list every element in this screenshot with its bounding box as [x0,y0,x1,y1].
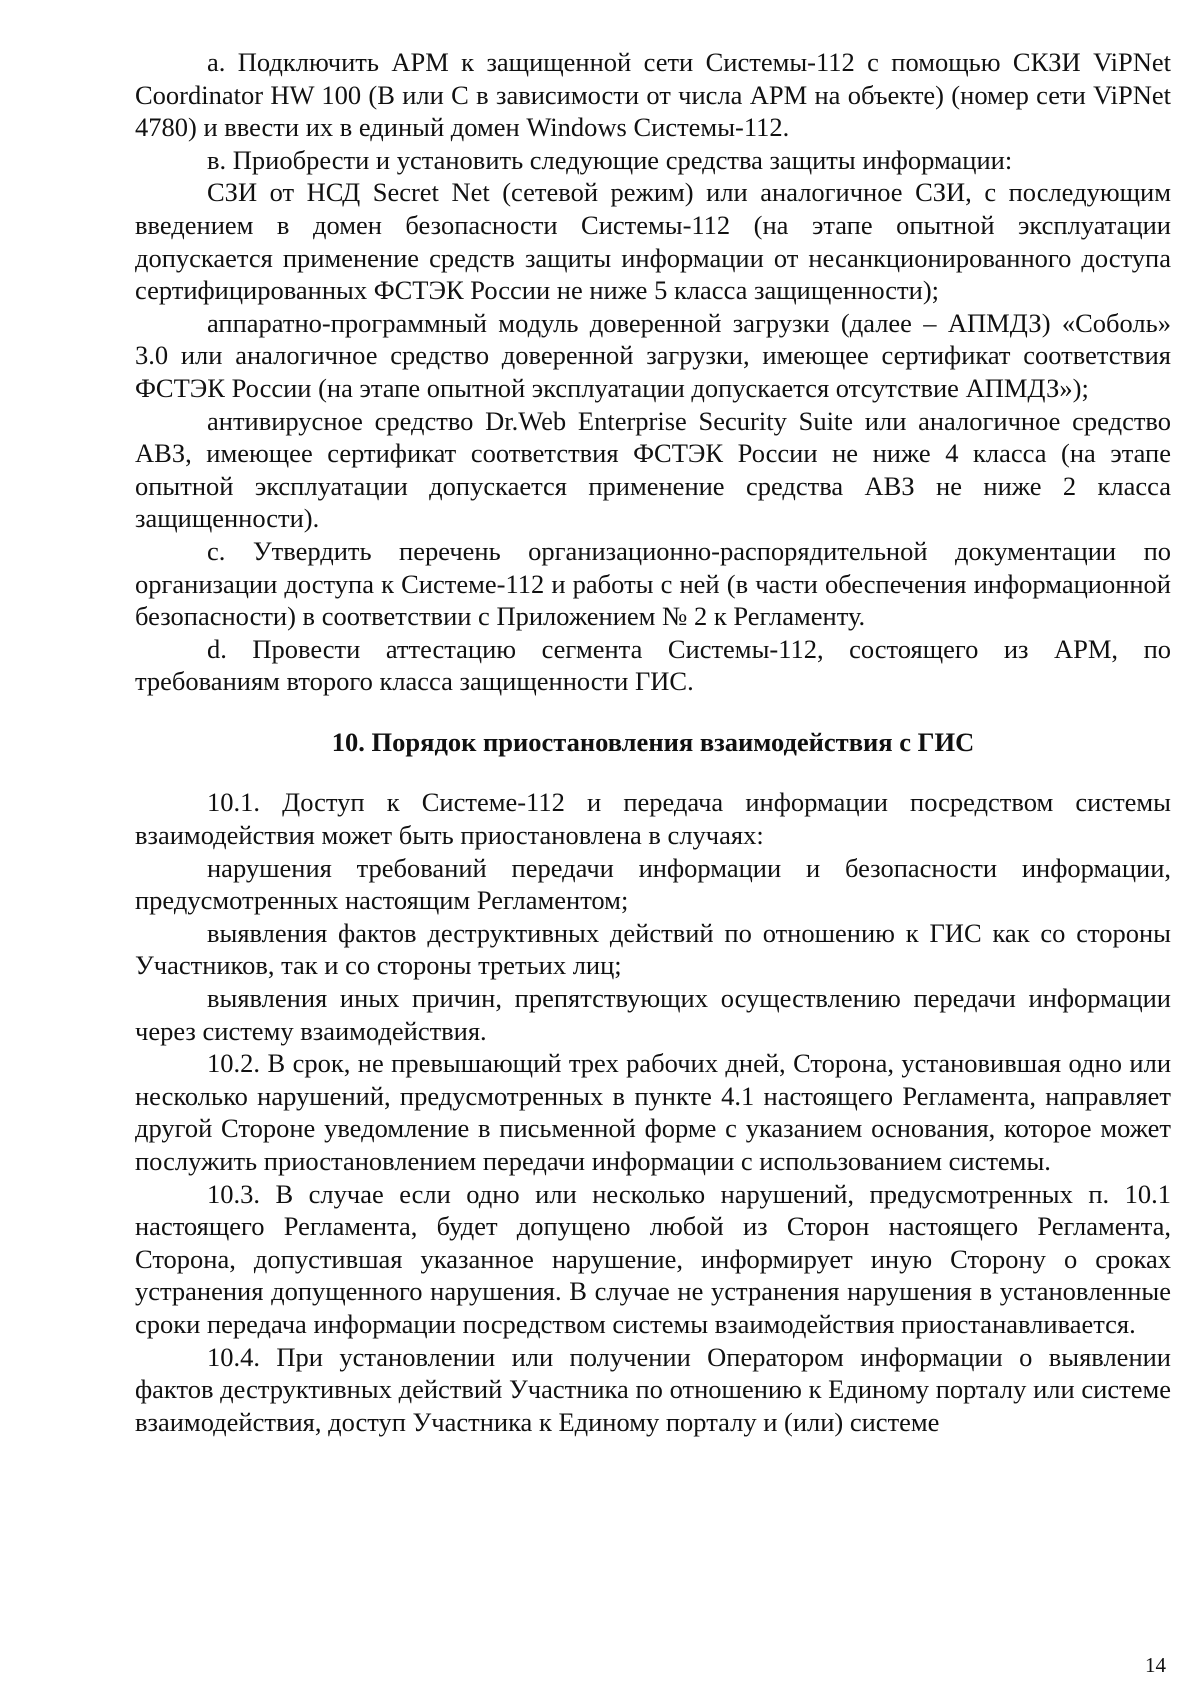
paragraph-10-4: 10.4. При установлении или получении Оператором информации о выявлении фактов деструктивных действий Участника по отношению к Единому порталу или системе взаимодействия, доступ Участника к Единому порталу и (или) системе [135,1341,1171,1437]
paragraph-szi-nsd: СЗИ от НСД Secret Net (сетевой режим) или аналогичное СЗИ, с последующим введением в домен безопасности Системы-112 (на этапе опытной эксплуатации допускается применение средств защиты информации от несанкционированного доступа сертифицированных ФСТЭК России не ниже 5 класса защищенности); [135,177,1171,306]
paragraph-item-a: a. Подключить АРМ к защищенной сети Системы-112 с помощью СКЗИ ViPNet Coordinator HW 100 (B или C в зависимости от числа АРМ на объекте) (номер сети ViPNet 4780) и ввести их в единый домен Windows Системы-112. [135,47,1171,143]
paragraph-other-reasons: выявления иных причин, препятствующих осуществлению передачи информации через систему взаимодействия. [135,983,1171,1046]
section-heading: 10. Порядок приостановления взаимодействия с ГИС [331,726,975,757]
paragraph-destructive-actions: выявления фактов деструктивных действий по отношению к ГИС как со стороны Участников, так и со стороны третьих лиц; [135,917,1171,981]
paragraph-violation-requirements: нарушения требований передачи информации и безопасности информации, предусмотренных настоящим Регламентом; [135,852,1171,916]
document-body [135,46,1171,1438]
paragraph-10-1: 10.1. Доступ к Системе-112 и передача информации посредством системы взаимодействия может быть приостановлена в случаях: [135,787,1171,851]
paragraph-antivirus: антивирусное средство Dr.Web Enterprise Security Suite или аналогичное средство АВЗ, имеющее сертификат соответствия ФСТЭК России не ниже 4 класса (на этапе опытной эксплуатации допускается применение средства АВЗ не ниже 2 класса защищенности). [135,405,1171,534]
paragraph-10-3: 10.3. В случае если одно или несколько нарушений, предусмотренных п. 10.1 настоящего Регламента, будет допущено любой из Сторон настоящего Регламента, Сторона, допустившая указанное нарушение, информирует иную Сторону о сроках устранения допущенного нарушения. В случае не устранения нарушения в установленные сроки передача информации посредством системы взаимодействия приостанавливается. [135,1178,1171,1339]
paragraph-10-2: 10.2. В срок, не превышающий трех рабочих дней, Сторона, установившая одно или несколько нарушений, предусмотренных в пункте 4.1 настоящего Регламента, направляет другой Стороне уведомление в письменной форме с указанием основания, которое может послужить приостановлением передачи информации с использованием системы. [135,1048,1171,1176]
page-number: 14 [1145,1653,1166,1677]
paragraph-apmdz: аппаратно-программный модуль доверенной загрузки (далее – АПМДЗ) «Соболь» 3.0 или аналогичное средство доверенной загрузки, имеющее сертификат соответствия ФСТЭК России (на этапе опытной эксплуатации допускается отсутствие АПМДЗ»); [135,307,1171,403]
paragraph-item-b: в. Приобрести и установить следующие средства защиты информации: [207,144,1013,175]
paragraph-item-c: c. Утвердить перечень организационно-распорядительной документации по организации доступа к Системе-112 и работы с ней (в части обеспечения информационной безопасности) в соответствии с Приложением № 2 к Регламенту. [135,535,1171,632]
paragraph-item-d: d. Провести аттестацию сегмента Системы-112, состоящего из АРМ, по требованиям второго класса защищенности ГИС. [135,633,1171,697]
